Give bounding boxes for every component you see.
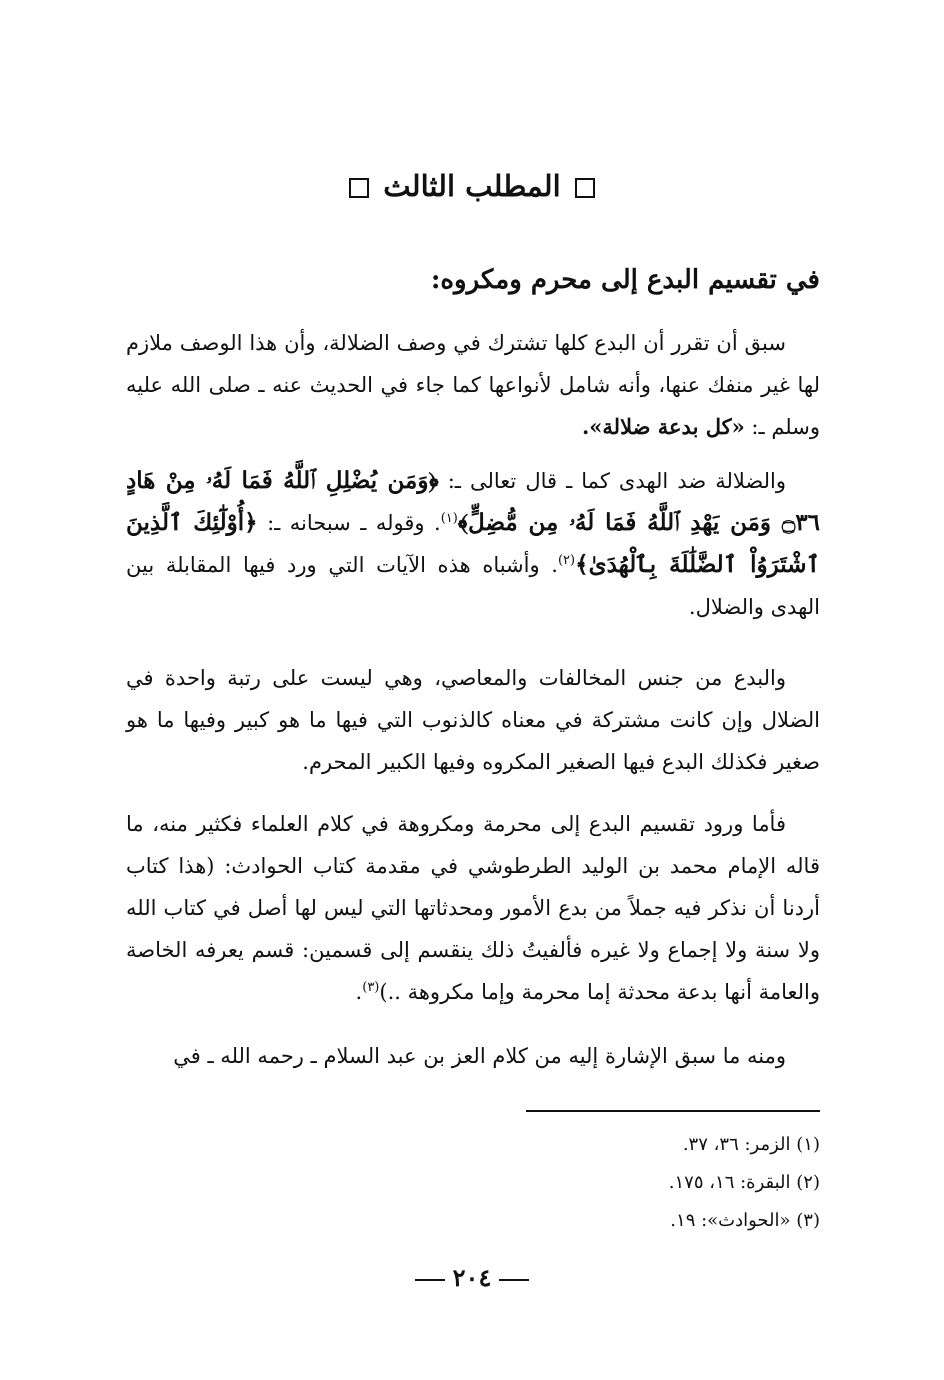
footnote-ref-3: (٣) xyxy=(362,980,380,995)
page-number-text: ٢٠٤ xyxy=(452,1263,492,1292)
footnote-divider xyxy=(526,1110,820,1112)
page-number xyxy=(0,1260,944,1296)
paragraph-4-text: فأما ورود تقسيم البدع إلى محرمة ومكروهة في كلام العلماء فكثير منه، ما قاله الإمام محمد بن الوليد الطرطوشي في مقدمة كتاب الحوادث: (هذا كتاب أردنا أن نذكر فيه جملاً من بدع الأمور ومحدثاتها التي ليس لها أصل في كتاب الله ولا سنة ولا إجماع ولا غيره فألفيتُ ذلك ينقسم إلى قسمين: قسم يعرفه الخاصة والعامة أنها بدعة محدثة إما محرمة وإما مكروهة ..) xyxy=(126,812,820,1004)
paragraph-4 xyxy=(126,803,820,1013)
paragraph-2-text-c: . وأشباه هذه الآيات التي ورد فيها المقابلة بين الهدى والضلال. xyxy=(126,553,820,619)
footnote-item: (٣) «الحوادث»: ١٩. xyxy=(670,1210,820,1231)
footnote-ref-2: (٢) xyxy=(557,553,576,568)
chapter-title-text: المطلب الثالث xyxy=(383,169,561,203)
footnote-item: (١) الزمر: ٣٦، ٣٧. xyxy=(682,1134,820,1155)
footnote-ref-1: (١) xyxy=(440,511,458,526)
square-ornament-icon xyxy=(575,178,595,198)
dash-ornament xyxy=(415,1279,445,1281)
footnotes xyxy=(126,1126,820,1240)
paragraph-3: والبدع من جنس المخالفات والمعاصي، وهي ليست على رتبة واحدة في الضلال وإن كانت مشتركة في معناه كالذنوب التي فيها ما هو كبير وفيها ما هو صغير فكذلك البدع فيها الصغير المكروه وفيها الكبير المحرم. xyxy=(126,666,820,774)
section-heading: في تقسيم البدع إلى محرم ومكروه: xyxy=(430,265,820,295)
paragraph-1-text: سبق أن تقرر أن البدع كلها تشترك في وصف الضلالة، وأن هذا الوصف ملازم لها غير منفك عنها، وأنه شامل لأنواعها كما جاء في الحديث عنه ـ صلى الله عليه وسلم ـ: xyxy=(126,331,820,439)
paragraph-2-text-a: والضلالة ضد الهدى كما ـ قال تعالى ـ: xyxy=(438,469,786,493)
quran-verse-1: ﴿وَمَن يُضْلِلِ ٱللَّهُ فَمَا لَهُۥ مِنْ هَادٍ ۝٣٦ وَمَن يَهْدِ ٱللَّهُ فَمَا لَهُۥ مِن مُّضِلٍّ﴾ xyxy=(126,467,821,536)
square-ornament-icon xyxy=(349,178,369,198)
paragraph-2 xyxy=(126,460,820,628)
hadith-quote: «كل بدعة ضلالة». xyxy=(581,414,745,439)
paragraph-4-tail: . xyxy=(355,980,363,1004)
footnote-item: (٢) البقرة: ١٦، ١٧٥. xyxy=(668,1172,820,1193)
chapter-title xyxy=(0,164,944,208)
paragraph-2-text-b: . وقوله ـ سبحانه ـ: xyxy=(257,511,441,535)
quran-verse-2: ﴿أُوْلَٰٓئِكَ ٱلَّذِينَ ٱشْتَرَوُاْ ٱلضَّلَٰلَةَ بِٱلْهُدَىٰ﴾ xyxy=(126,509,820,578)
paragraph-5: ومنه ما سبق الإشارة إليه من كلام العز بن عبد السلام ـ رحمه الله ـ في xyxy=(173,1044,786,1068)
paragraph-1 xyxy=(126,322,820,448)
dash-ornament xyxy=(499,1279,529,1281)
